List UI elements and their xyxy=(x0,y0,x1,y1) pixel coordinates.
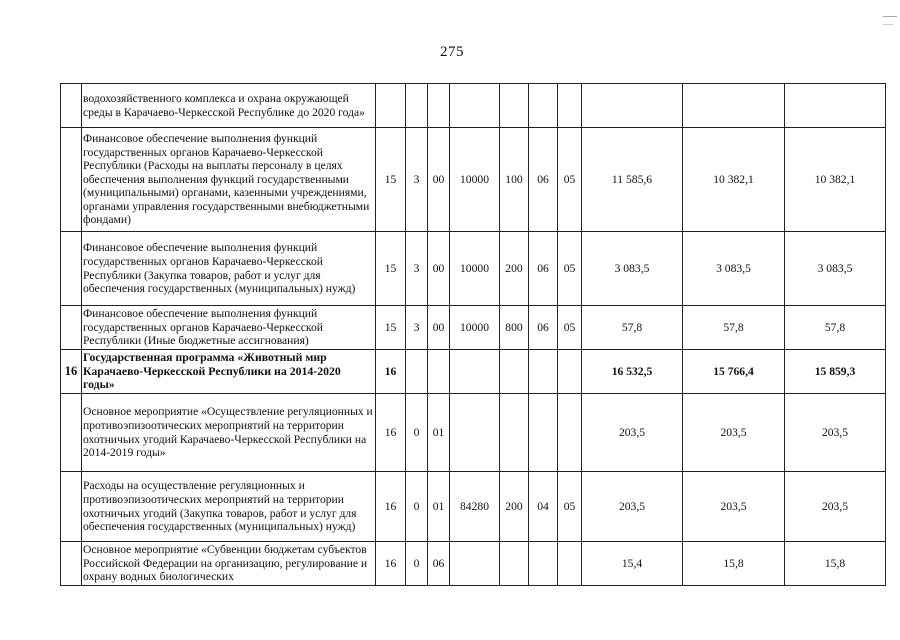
subsection-code xyxy=(558,394,582,472)
amount-year-2: 3 083,5 xyxy=(683,232,785,306)
program-code: 16 xyxy=(376,542,406,586)
subsection-code: 05 xyxy=(558,232,582,306)
program-code: 16 xyxy=(376,472,406,542)
table-row xyxy=(61,394,886,472)
subsection-code xyxy=(558,84,582,128)
amount-year-3: 203,5 xyxy=(785,472,886,542)
amount-year-1 xyxy=(582,84,683,128)
amount-year-2: 203,5 xyxy=(683,394,785,472)
measure-code: 00 xyxy=(428,128,450,232)
section-code xyxy=(529,542,558,586)
row-number xyxy=(61,306,82,350)
scan-mark xyxy=(883,16,897,17)
row-name: водохозяйственного комплекса и охрана окружающей среды в Карачаево-Черкесской Республике до 2020 года» xyxy=(82,84,376,128)
expense-type-code xyxy=(500,84,529,128)
amount-year-1: 11 585,6 xyxy=(582,128,683,232)
table-row xyxy=(61,472,886,542)
subsection-code xyxy=(558,542,582,586)
section-code: 04 xyxy=(529,472,558,542)
row-number xyxy=(61,232,82,306)
table-row xyxy=(61,232,886,306)
measure-code xyxy=(428,350,450,394)
program-code: 15 xyxy=(376,306,406,350)
amount-year-3: 15,8 xyxy=(785,542,886,586)
measure-code xyxy=(428,84,450,128)
amount-year-2: 57,8 xyxy=(683,306,785,350)
expense-type-code xyxy=(500,350,529,394)
section-code xyxy=(529,394,558,472)
page-number: 275 xyxy=(440,44,464,60)
amount-year-1: 3 083,5 xyxy=(582,232,683,306)
amount-year-2: 10 382,1 xyxy=(683,128,785,232)
program-code: 15 xyxy=(376,128,406,232)
subprogram-code xyxy=(406,84,428,128)
program-code: 16 xyxy=(376,394,406,472)
subsection-code: 05 xyxy=(558,306,582,350)
expense-type-code: 200 xyxy=(500,472,529,542)
section-code: 06 xyxy=(529,128,558,232)
amount-year-3: 15 859,3 xyxy=(785,350,886,394)
amount-year-1: 203,5 xyxy=(582,394,683,472)
direction-code: 10000 xyxy=(450,128,500,232)
measure-code: 06 xyxy=(428,542,450,586)
direction-code xyxy=(450,350,500,394)
row-name: Расходы на осуществление регуляционных и противоэпизоотических мероприятий на территории охотничьих угодий (Закупка товаров, работ и услуг для обеспечения государственных (муниципальных) нужд) xyxy=(82,472,376,542)
program-code xyxy=(376,84,406,128)
program-row xyxy=(61,350,886,394)
row-name: Основное мероприятие «Осуществление регуляционных и противоэпизоотических мероприятий на территории охотничьих угодий Карачаево-Черкесской Республики на 2014-2019 годы» xyxy=(82,394,376,472)
subprogram-code: 0 xyxy=(406,542,428,586)
amount-year-3: 10 382,1 xyxy=(785,128,886,232)
expense-type-code: 100 xyxy=(500,128,529,232)
amount-year-2 xyxy=(683,84,785,128)
budget-table xyxy=(60,83,886,586)
measure-code: 01 xyxy=(428,472,450,542)
amount-year-1: 16 532,5 xyxy=(582,350,683,394)
measure-code: 01 xyxy=(428,394,450,472)
amount-year-2: 15 766,4 xyxy=(683,350,785,394)
amount-year-2: 203,5 xyxy=(683,472,785,542)
amount-year-1: 15,4 xyxy=(582,542,683,586)
direction-code: 10000 xyxy=(450,232,500,306)
amount-year-1: 57,8 xyxy=(582,306,683,350)
measure-code: 00 xyxy=(428,232,450,306)
expense-type-code xyxy=(500,542,529,586)
amount-year-3: 3 083,5 xyxy=(785,232,886,306)
subprogram-code: 0 xyxy=(406,472,428,542)
amount-year-2: 15,8 xyxy=(683,542,785,586)
amount-year-3: 203,5 xyxy=(785,394,886,472)
subprogram-code: 0 xyxy=(406,394,428,472)
measure-code: 00 xyxy=(428,306,450,350)
direction-code: 10000 xyxy=(450,306,500,350)
section-code xyxy=(529,84,558,128)
subsection-code xyxy=(558,350,582,394)
subsection-code: 05 xyxy=(558,128,582,232)
expense-type-code: 200 xyxy=(500,232,529,306)
row-number xyxy=(61,128,82,232)
direction-code xyxy=(450,542,500,586)
direction-code: 84280 xyxy=(450,472,500,542)
subsection-code: 05 xyxy=(558,472,582,542)
row-number: 16 xyxy=(61,350,82,394)
amount-year-1: 203,5 xyxy=(582,472,683,542)
section-code: 06 xyxy=(529,232,558,306)
row-name: Финансовое обеспечение выполнения функций государственных органов Карачаево-Черкесской Республики (Расходы на выплаты персоналу в целях обеспечения выполнения функций государственными (муниципальными) органами, казенными учреждениями, органами управления государственными внебюджетными фондами) xyxy=(82,128,376,232)
expense-type-code xyxy=(500,394,529,472)
table-row xyxy=(61,84,886,128)
row-number xyxy=(61,84,82,128)
table-row xyxy=(61,306,886,350)
section-code: 06 xyxy=(529,306,558,350)
row-name: Основное мероприятие «Субвенции бюджетам субъектов Российской Федерации на организацию, регулирование и охрану водных биологических xyxy=(82,542,376,586)
program-code: 15 xyxy=(376,232,406,306)
table-row xyxy=(61,542,886,586)
direction-code xyxy=(450,394,500,472)
row-number xyxy=(61,472,82,542)
row-number xyxy=(61,394,82,472)
expense-type-code: 800 xyxy=(500,306,529,350)
subprogram-code: 3 xyxy=(406,232,428,306)
amount-year-3: 57,8 xyxy=(785,306,886,350)
amount-year-3 xyxy=(785,84,886,128)
row-name: Финансовое обеспечение выполнения функций государственных органов Карачаево-Черкесской Республики (Закупка товаров, работ и услуг для обеспечения государственных (муниципальных) нужд) xyxy=(82,232,376,306)
row-number xyxy=(61,542,82,586)
subprogram-code: 3 xyxy=(406,128,428,232)
subprogram-code xyxy=(406,350,428,394)
section-code xyxy=(529,350,558,394)
program-code: 16 xyxy=(376,350,406,394)
subprogram-code: 3 xyxy=(406,306,428,350)
table-row xyxy=(61,128,886,232)
scan-mark xyxy=(883,24,893,25)
row-name: Государственная программа «Животный мир Карачаево-Черкесской Республики на 2014-2020 годы» xyxy=(82,350,376,394)
direction-code xyxy=(450,84,500,128)
row-name: Финансовое обеспечение выполнения функций государственных органов Карачаево-Черкесской Республики (Иные бюджетные ассигнования) xyxy=(82,306,376,350)
